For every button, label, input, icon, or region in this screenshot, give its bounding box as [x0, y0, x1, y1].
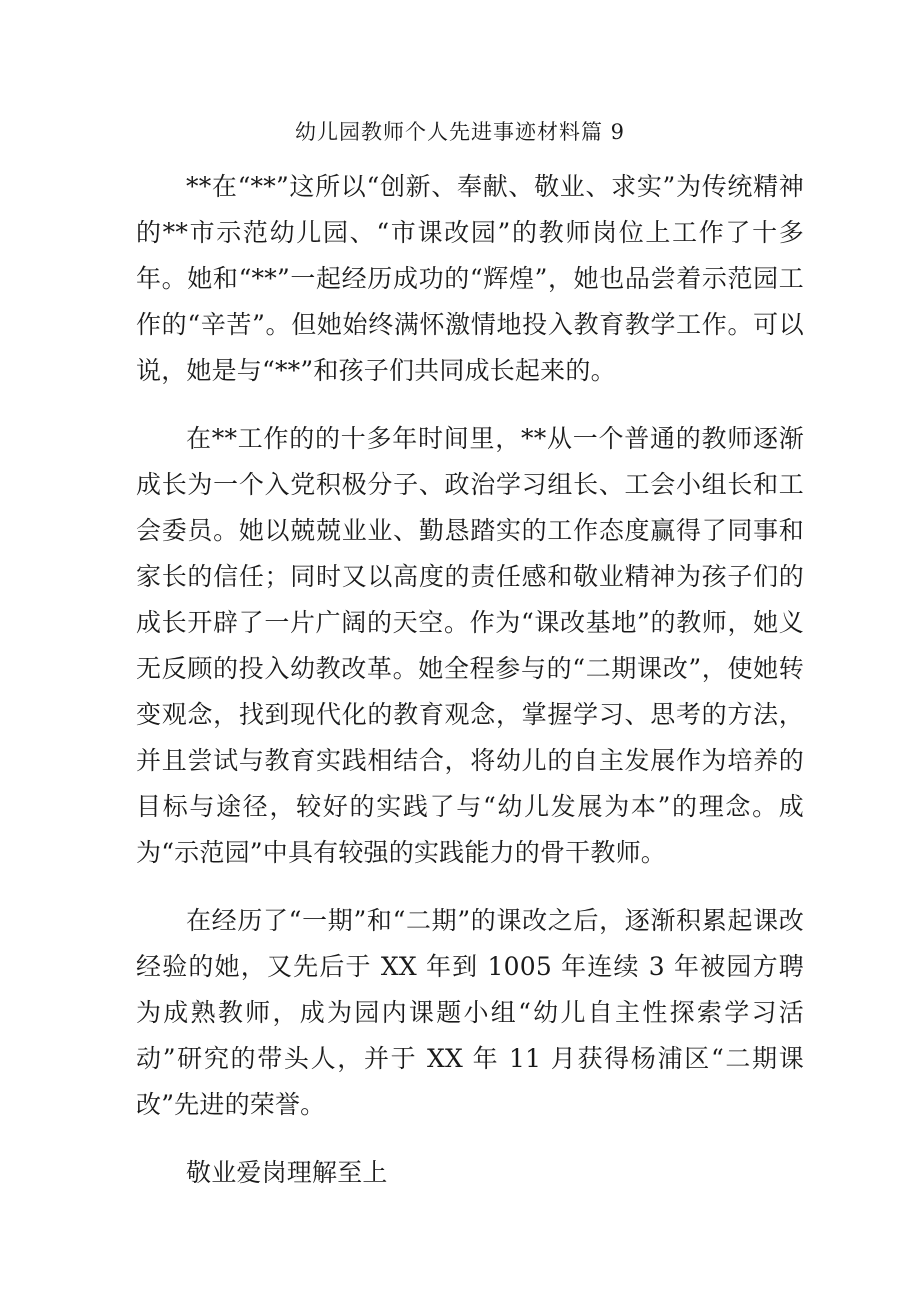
document-body	[136, 164, 804, 1218]
paragraph-3: 在经历了“一期”和“二期”的课改之后，逐渐积累起课改经验的她，又先后于 XX 年到 1005 年连续 3 年被园方聘为成熟教师，成为园内课题小组“幼儿自主性探索学习活动”研究的带头人，并于 XX 年 11 月获得杨浦区“二期课改”先进的荣誉。	[136, 906, 804, 1119]
paragraph-4: 敬业爱岗理解至上	[186, 1158, 388, 1187]
document-title: 幼儿园教师个人先进事迹材料篇 9	[294, 120, 626, 144]
paragraph-1: **在“**”这所以“创新、奉献、敬业、求实”为传统精神的**市示范幼儿园、“市课改园”的教师岗位上工作了十多年。她和“**”一起经历成功的“辉煌”，她也品尝着示范园工作的“辛苦”。但她始终满怀激情地投入教育教学工作。可以说，她是与“**”和孩子们共同成长起来的。	[136, 172, 804, 385]
paragraph-2: 在**工作的的十多年时间里，**从一个普通的教师逐渐成长为一个入党积极分子、政治学习组长、工会小组长和工会委员。她以兢兢业业、勤恳踏实的工作态度赢得了同事和家长的信任；同时又以高度的责任感和敬业精神为孩子们的成长开辟了一片广阔的天空。作为“课改基地”的教师，她义无反顾的投入幼教改革。她全程参与的“二期课改”，使她转变观念，找到现代化的教育观念，掌握学习、思考的方法，并且尝试与教育实践相结合，将幼儿的自主发展作为培养的目标与途径，较好的实践了与“幼儿发展为本”的理念。成为“示范园”中具有较强的实践能力的骨干教师。	[136, 424, 804, 867]
